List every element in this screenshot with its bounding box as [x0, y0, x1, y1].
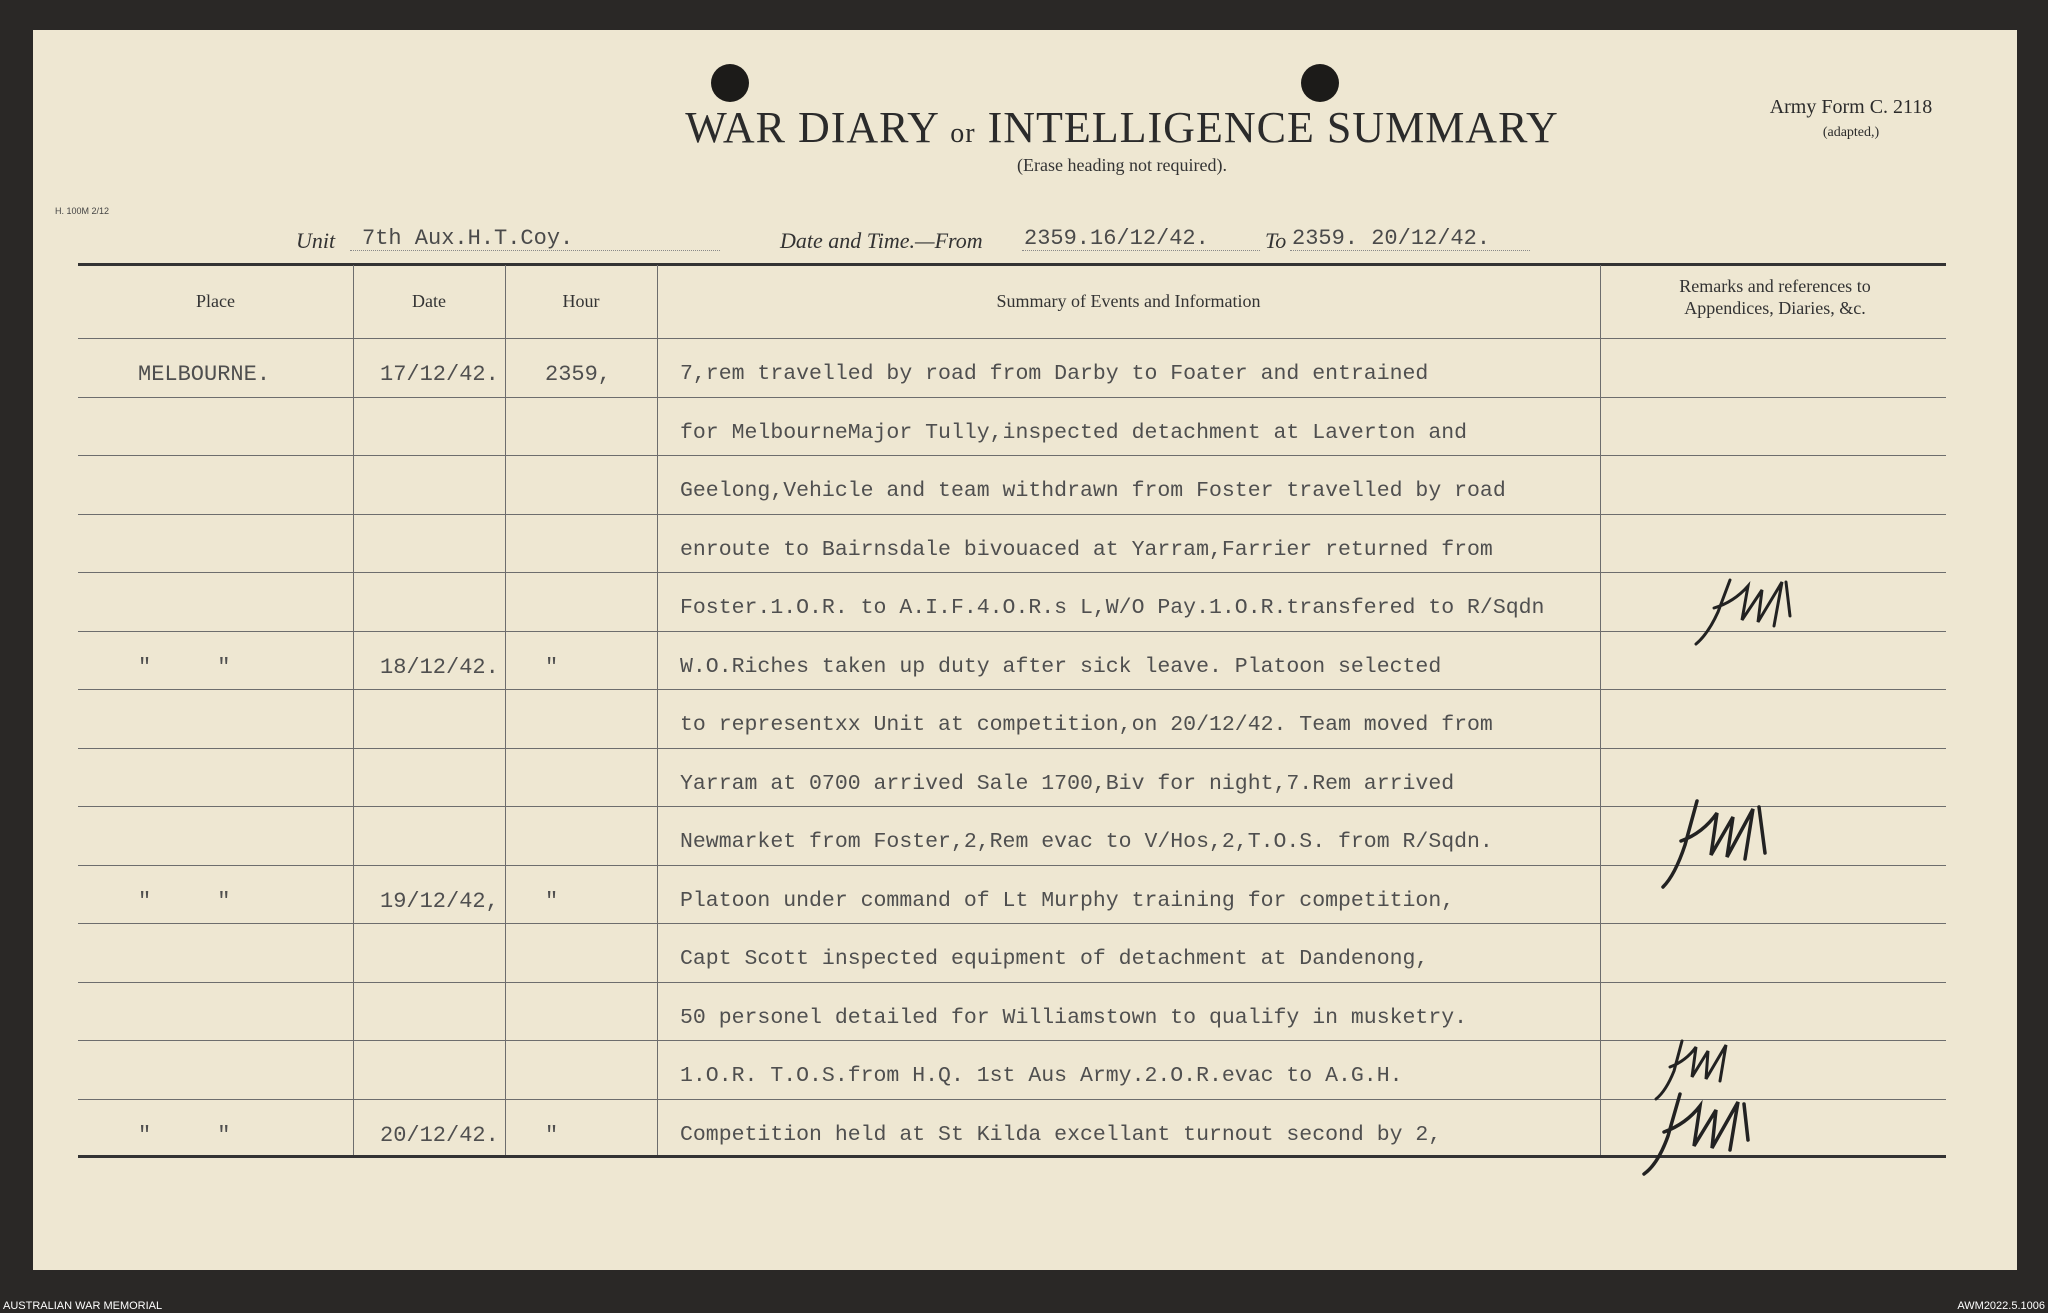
row-place: " " [138, 889, 231, 914]
row-date: 20/12/42. [380, 1123, 499, 1148]
column-divider-place-date [353, 265, 354, 1155]
punch-hole-left [711, 64, 749, 102]
unit-label: Unit [296, 228, 336, 253]
row-rule [78, 514, 1946, 515]
row-rule [78, 455, 1946, 456]
column-header-hour: Hour [562, 291, 600, 311]
row-hour: 2359, [545, 362, 612, 387]
army-form-number [1736, 94, 1966, 146]
unit-value: 7th Aux.H.T.Coy. [362, 226, 574, 251]
row-place: " " [138, 1123, 231, 1148]
row-rule [78, 982, 1946, 983]
row-summary: 1.O.R. T.O.S.from H.Q. 1st Aus Army.2.O.R.evac to A.G.H. [680, 1064, 1403, 1088]
row-summary: 50 personel detailed for Williamstown to qualify in musketry. [680, 1006, 1468, 1030]
row-date: 18/12/42. [380, 655, 499, 680]
row-hour: " [545, 1123, 559, 1148]
row-hour: " [545, 889, 559, 914]
to-value: 2359. 20/12/42. [1292, 226, 1491, 251]
remarks-initials-1 [1690, 572, 1830, 652]
army-form-adapted: (adapted,) [1822, 125, 1880, 140]
row-rule [78, 338, 1946, 339]
form-subtitle: (Erase heading not required). [1017, 155, 1227, 175]
footer-reference-right: AWM2022.5.1006 [1957, 1300, 2045, 1312]
punch-hole-right [1301, 64, 1339, 102]
row-rule [78, 397, 1946, 398]
row-summary: Competition held at St Kilda excellant turnout second by 2, [680, 1123, 1442, 1147]
row-summary: 7,rem travelled by road from Darby to Foater and entrained [680, 362, 1429, 386]
row-summary: Geelong,Vehicle and team withdrawn from Foster travelled by road [680, 479, 1506, 503]
column-header-date: Date [412, 291, 446, 311]
army-form-label: Army Form C. 2118 [1769, 96, 1933, 118]
remarks-initials-4 [1636, 1090, 1776, 1180]
remarks-initials-2 [1655, 795, 1795, 895]
table-top-rule [78, 263, 1946, 266]
row-rule [78, 689, 1946, 690]
row-rule [78, 631, 1946, 632]
row-summary: Capt Scott inspected equipment of detachment at Dandenong, [680, 947, 1429, 971]
column-divider-date-hour [505, 265, 506, 1155]
row-summary: Yarram at 0700 arrived Sale 1700,Biv for night,7.Rem arrived [680, 772, 1455, 796]
column-header-remarks: Remarks and references to Appendices, Diaries, &c. [1679, 276, 1871, 318]
to-label: To [1265, 228, 1287, 253]
row-summary: for MelbourneMajor Tully,inspected detachment at Laverton and [680, 421, 1468, 445]
column-header-summary: Summary of Events and Information [996, 291, 1261, 311]
row-summary: Foster.1.O.R. to A.I.F.4.O.R.s L,W/O Pay.1.O.R.transfered to R/Sqdn [680, 596, 1545, 620]
row-summary: enroute to Bairnsdale bivouaced at Yarram,Farrier returned from [680, 538, 1493, 562]
row-date: 19/12/42, [380, 889, 499, 914]
row-place: " " [138, 655, 231, 680]
print-code: H. 100M 2/12 [55, 206, 110, 216]
row-summary: W.O.Riches taken up duty after sick leave. Platoon selected [680, 655, 1442, 679]
from-value: 2359.16/12/42. [1024, 226, 1209, 251]
row-date: 17/12/42. [380, 362, 499, 387]
row-rule [78, 572, 1946, 573]
column-divider-hour-summary [657, 265, 658, 1155]
title-intelligence-summary: INTELLIGENCE SUMMARY [987, 103, 1559, 152]
row-rule [78, 748, 1946, 749]
column-header-place: Place [196, 291, 235, 311]
title-or: or [950, 118, 976, 149]
row-summary: Platoon under command of Lt Murphy training for competition, [680, 889, 1455, 913]
row-summary: to representxx Unit at competition,on 20/12/42. Team moved from [680, 713, 1493, 737]
datetime-from-label: Date and Time.—From [780, 228, 983, 253]
column-divider-summary-remarks [1600, 265, 1601, 1155]
row-rule [78, 923, 1946, 924]
footer-credit-left: AUSTRALIAN WAR MEMORIAL [3, 1300, 163, 1312]
title-war-diary: WAR DIARY [685, 103, 939, 152]
row-place: MELBOURNE. [138, 362, 271, 387]
row-hour: " [545, 655, 559, 680]
row-summary: Newmarket from Foster,2,Rem evac to V/Hos,2,T.O.S. from R/Sqdn. [680, 830, 1493, 854]
